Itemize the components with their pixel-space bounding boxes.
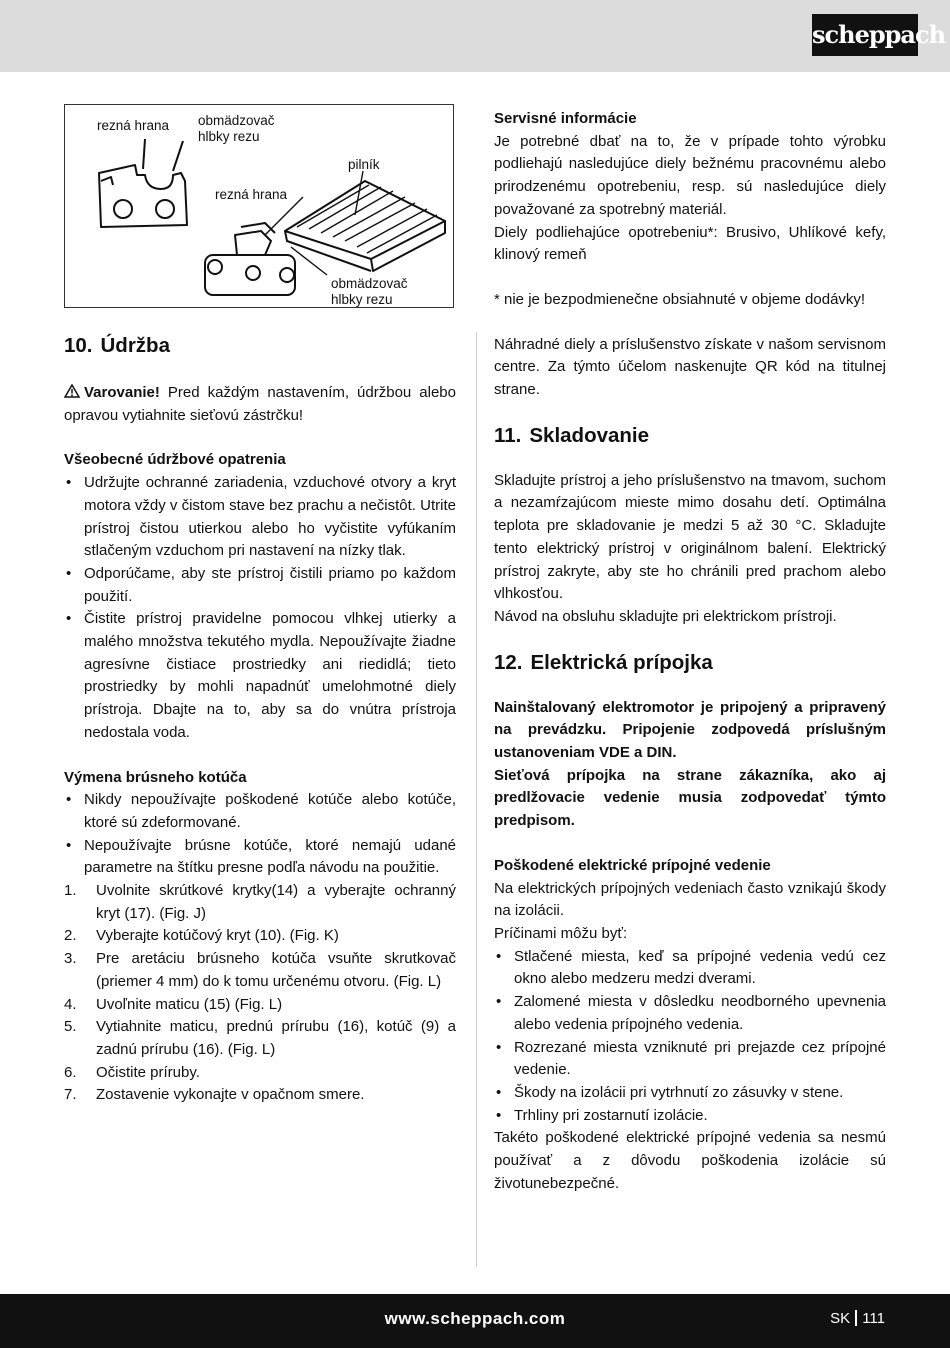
disc-warnings-list — [64, 789, 456, 880]
rivet — [246, 266, 260, 280]
list-item: • Zalomené miesta v dôsledku neodborného upevnenia alebo vedenia prípojného vedenia. — [494, 991, 886, 1036]
section-heading-maintenance: 10. Údržba — [64, 334, 170, 357]
footer — [0, 1294, 950, 1348]
damaged-text-2: Príčinami môžu byť: — [494, 924, 628, 942]
separator — [855, 1310, 857, 1326]
page-number: SK 111 — [830, 1310, 885, 1327]
step-item: 4. Uvoľnite maticu (15) (Fig. L) — [64, 995, 283, 1013]
footnote: * nie je bezpodmienečne obsiahnuté v objeme dodávky! — [494, 290, 866, 308]
step-item: 5. Vytiahnite maticu, prednú prírubu (16), kotúč (9) a zadnú prírubu (16). (Fig. L) — [64, 1018, 456, 1058]
left-column — [64, 332, 456, 1107]
chain-link-profile — [99, 165, 187, 227]
footer-url: www.scheppach.com — [384, 1309, 566, 1328]
storage-text: Skladujte prístroj a jeho príslušenstvo na tmavom, suchom a nezamŕzajúcom mieste mimo dosahu detí. Optimálna teplota pre skladovanie je medzi 5 až 30 °C. Skladujte tento elektrický prístroj v originálnom balení. Elektrický prístroj zakryte, aby ste ho chránili pred prachom alebo vlhkosťou. — [494, 471, 886, 603]
list-item: • Čistite prístroj pravidelne pomocou vlhkej utierky a malého množstva tekutého mydla. Nepoužívajte žiadne agresívne čistiace prostriedky ani riedidlá; tieto prostriedky by mohli napadnúť umelohmotné diely prístroja. Dbajte na to, aby sa do vnútra prístroja nedostala voda. — [64, 608, 456, 744]
step-item: 3. Pre aretáciu brúsneho kotúča vsuňte skrutkovač (priemer 4 mm) do k tomu určenému otvoru. (Fig. L) — [64, 950, 456, 990]
list-item: • Trhliny pri zostarnutí izolácie. — [494, 1105, 886, 1128]
storage-text-2: Návod na obsluhu skladujte pri elektrickom prístroji. — [494, 607, 837, 625]
list-item: • Stlačené miesta, keď sa prípojné vedenia vedú cez okno alebo medzeru medzi dverami. — [494, 946, 886, 991]
saw-chain-figure — [64, 104, 454, 308]
subheading-damaged-cables: Poškodené elektrické prípojné vedenie — [494, 856, 771, 874]
wear-parts-text: Diely podliehajúce opotrebeniu*: Brusivo, Uhlíkové kefy, klinový remeň — [494, 223, 886, 264]
damage-causes-list — [494, 946, 886, 1128]
rivet — [280, 268, 294, 282]
label-file: pilník — [348, 157, 380, 172]
list-item: • Nikdy nepoužívajte poškodené kotúče alebo kotúče, ktoré sú zdeformované. — [64, 789, 456, 834]
service-text: Je potrebné dbať na to, že v prípade tohto výrobku podliehajú nasledujúce diely bežnému pracovnému alebo prirodzenému opotrebeniu, resp. sú nasledujúce diely považované za spotrebný materiál. — [494, 132, 886, 218]
label-depth-gauge-2: obmädzovač hlbky rezu — [331, 276, 408, 307]
electrical-bold-2: Sieťová prípojka na strane zákazníka, ako aj predlžovacie vedenie musia zodpovedať týmto predpisom. — [494, 766, 886, 830]
warning-paragraph: Varovanie! Pred každým nastavením, údržbou alebo opravou vytiahnite sieťovú zástrčku! — [64, 384, 456, 424]
rivet-hole — [156, 200, 174, 218]
list-item: • Odporúčame, aby ste prístroj čistili priamo po každom použití. — [64, 563, 456, 608]
step-item: 1. Uvolnite skrútkové krytky(14) a vyberajte ochranný kryt (17). (Fig. J) — [64, 882, 456, 922]
column-divider — [476, 332, 477, 1267]
list-item: • Rozrezané miesta vzniknuté pri prejazde cez prípojné vedenie. — [494, 1037, 886, 1082]
section-heading-storage: 11. Skladovanie — [494, 423, 650, 447]
general-maintenance-list — [64, 472, 456, 744]
step-item: 7. Zostavenie vykonajte v opačnom smere. — [64, 1086, 365, 1104]
list-item: • Škody na izolácii pri vytrhnutí zo zásuvky v stene. — [494, 1082, 886, 1105]
step-item: 6. Očistite príruby. — [64, 1063, 200, 1081]
list-item: • Nepoužívajte brúsne kotúče, ktoré nemajú udané parametre na štítku presne podľa návodu na použitie. — [64, 835, 456, 880]
label-depth-gauge: obmädzovač hlbky rezu — [198, 113, 275, 144]
label-cutting-edge: rezná hrana — [97, 118, 170, 133]
electrical-bold-1: Nainštalovaný elektromotor je pripojený a pripravený na prevádzku. Pripojenie zodpovedá príslušným ustanoveniam VDE a DIN. — [494, 698, 886, 762]
list-item: • Udržujte ochranné zariadenia, vzduchové otvory a kryt motora vždy v čistom stave bez prachu a nečistôt. Utrite prístroj čistou utierkou alebo ho vyčistite vyfúkaním stlačeným vzduchom pri nastavení na nízky tlak. — [64, 472, 456, 563]
warning-triangle-icon — [64, 384, 80, 398]
header-band — [0, 0, 950, 72]
disc-steps-list — [64, 880, 456, 1107]
step-item: 2. Vyberajte kotúčový kryt (10). (Fig. K) — [64, 927, 339, 945]
brand-logo: scheppach — [812, 14, 918, 56]
subheading-service-info: Servisné informácie — [494, 110, 637, 127]
right-column — [494, 108, 886, 1195]
label-cutting-edge-2: rezná hrana — [215, 187, 288, 202]
rivet-hole — [114, 200, 132, 218]
rivet — [208, 260, 222, 274]
section-heading-electrical: 12. Elektrická prípojka — [494, 650, 713, 674]
subheading-disc-replacement: Výmena brúsneho kotúča — [64, 768, 247, 786]
subheading-general-maintenance: Všeobecné údržbové opatrenia — [64, 451, 286, 469]
damaged-text-1: Na elektrických prípojných vedeniach často vznikajú škody na izolácii. — [494, 879, 886, 920]
closing-text: Takéto poškodené elektrické prípojné vedenia sa nesmú používať a z dôvodu poškodenia izolácie sú životunebezpečné. — [494, 1129, 886, 1192]
spare-parts-text: Náhradné diely a príslušenstvo získate v našom servisnom centre. Za týmto účelom naskenujte QR kód na titulnej strane. — [494, 335, 886, 399]
